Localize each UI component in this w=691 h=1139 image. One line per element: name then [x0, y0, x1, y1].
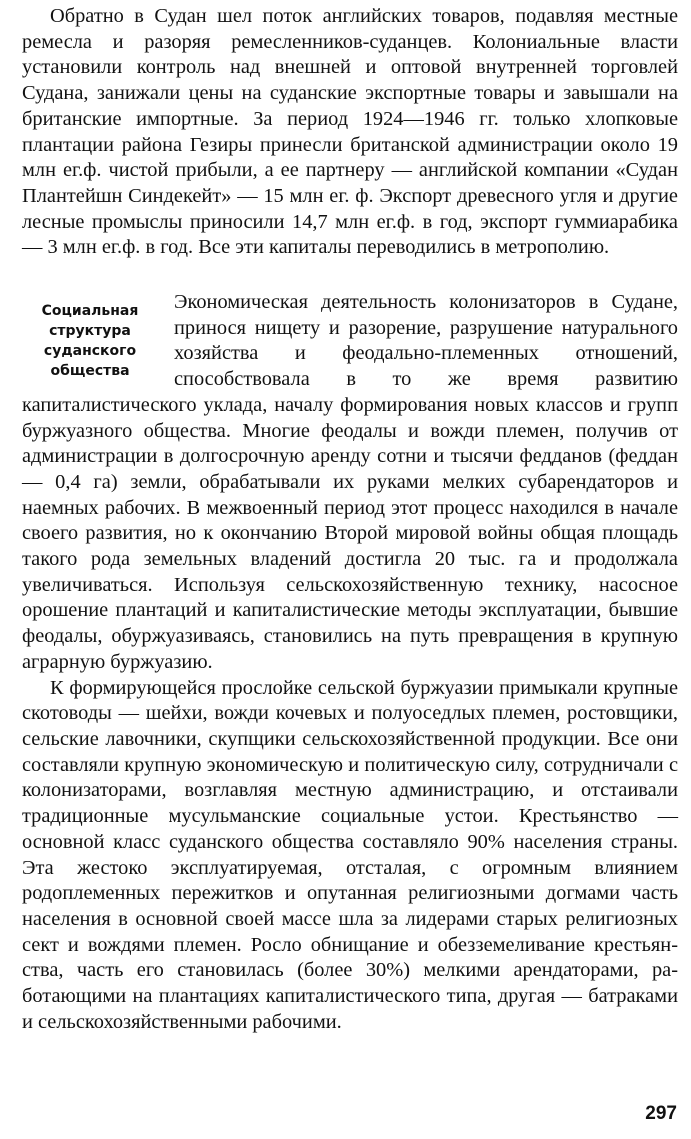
page-number: 297 [645, 1103, 677, 1124]
side-heading-line: Социальная [41, 303, 139, 320]
paragraph-economic-activity [22, 290, 678, 676]
paragraph-rural-bourgeoisie: К формирующейся прослойке сельской буржуазии примыкали крупные скотоводы — шейхи, вожди кочевых и полуоседлых племен, ростовщики, сельские лавочники, скупщики сельскохозяйственной продукции. Все они составляли крупную экономическую и политическую силу, сотрудничали с колонизаторами, возглавляя местную администрацию, и отстаивали традиционные мусульманские социальные устои. Крестьянство — основной класс суданского общества составляло 90% населения страны. Эта жестоко эксплуатируемая, отсталая, с огромным влиянием родоплеменных пережитков и опутанная религиозными догмами часть населения в основной своей массе шла за лидерами старых религиозных сект и вождями племен. Росло обнищание и обезземеливание крестьянства, часть его становилась (более 30%) мелкими арендаторами, работающими на плантациях капиталистического типа, другая — батраками и сельскохозяйственными рабочими. [22, 676, 678, 1033]
paragraph-trade: Обратно в Судан шел поток английских товаров, подавляя местные ремесла и разоряя ремесленников-суданцев. Колониальные власти установили контроль над внешней и оптовой внутренней торговлей Судана, занижали цены на суданские экспортные товары и завышали на британские импортные. За период 1924—1946 гг. только хлопковые плантации района Гезиры принесли британской администрации около 19 млн ег.ф. чистой прибыли, а ее партнеру — английской компании «Судан Плантейшн Синдекейт» — 15 млн ег. ф. Экспорт древесного угля и другие лесные промыслы приносили 14,7 млн ег.ф. в год, экспорт гуммиарабика — 3 млн ег.ф. в год. Все эти капиталы переводились в метрополию. [22, 5, 678, 259]
paragraph-economic-activity-text: Экономическая деятельность колонизаторов в Судане, принося нищету и разорение, разрушение натурального хозяйства и феодально-племенных отношений, способствовала в то же время развитию капиталистического уклада, началу формирования новых классов и групп буржуазного общества. Многие феодалы и вожди племен, получив от администрации в долгосрочную аренду сотни и тысячи федданов (феддан — 0,4 га) земли, обрабатывали их руками мелких субарендаторов и наемных рабочих. В межвоенный период этот процесс находился в начале своего развития, но к окончанию Второй мировой войны общая площадь такого рода земельных владений достигла 20 тыс. га и продолжала увеличиваться. Используя сельскохозяйственную технику, насосное орошение плантаций и капиталистические методы эксплуатации, бывшие феодалы, обуржуазиваясь, становились на путь превращения в крупную аграрную буржуазию. [22, 291, 678, 673]
book-page [22, 4, 678, 1035]
side-heading-line: общества [50, 363, 130, 380]
side-heading-line: структура [49, 323, 131, 340]
side-heading-line: суданского [43, 343, 137, 360]
side-heading [28, 301, 152, 381]
